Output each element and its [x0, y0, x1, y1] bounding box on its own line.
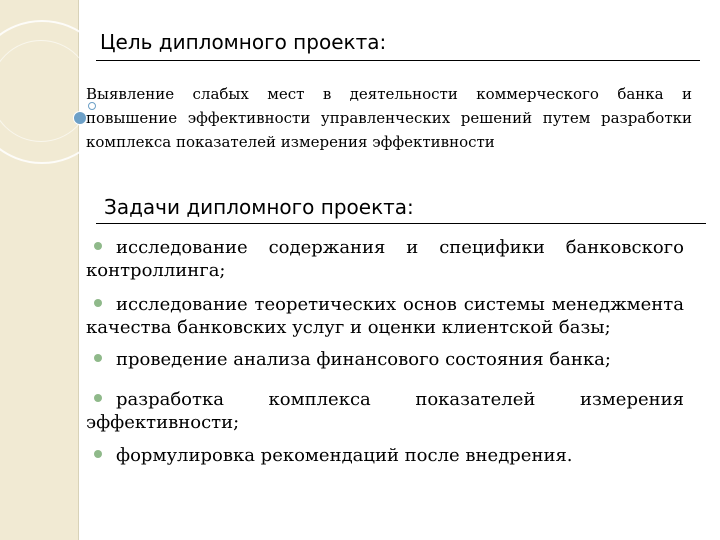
goal-text: Выявление слабых мест в деятельности коммерческого банка и повышение эффективности управленческих решений путем разработки комплекса показателей измерения эффективности [86, 85, 692, 151]
task-word: исследование [116, 237, 248, 258]
task-line2: контроллинга; [86, 260, 226, 281]
task-text: формулировка рекомендаций после внедрения. [116, 445, 573, 466]
task-item [86, 236, 684, 282]
bullet-icon [94, 354, 102, 362]
tasks-heading: Задачи дипломного проекта: [104, 195, 414, 219]
task-item [86, 293, 684, 339]
goal-divider [96, 60, 700, 61]
bullet-icon [94, 242, 102, 250]
goal-heading: Цель дипломного проекта: [100, 30, 387, 54]
accent-dot-icon [73, 111, 87, 125]
task-word: показателей [415, 389, 536, 410]
task-item [86, 388, 684, 434]
task-word: содержания [268, 237, 386, 258]
task-text: исследование теоретических основ системы менеджмента качества банковских услуг и оценки клиентской базы; [86, 294, 684, 338]
task-item [86, 348, 684, 371]
bullet-icon [94, 450, 102, 458]
task-line2: эффективности; [86, 412, 240, 433]
task-word: банковского [565, 237, 684, 258]
task-text: проведение анализа финансового состояния банка; [116, 349, 611, 370]
task-word: разработка [116, 389, 224, 410]
tasks-divider [96, 223, 706, 224]
decorative-side-panel [0, 0, 79, 540]
task-word: и [406, 237, 419, 258]
bullet-icon [94, 299, 102, 307]
task-word: измерения [579, 389, 684, 410]
bullet-icon [94, 394, 102, 402]
task-word: комплекса [268, 389, 371, 410]
task-word: специфики [439, 237, 545, 258]
task-item [86, 444, 684, 467]
